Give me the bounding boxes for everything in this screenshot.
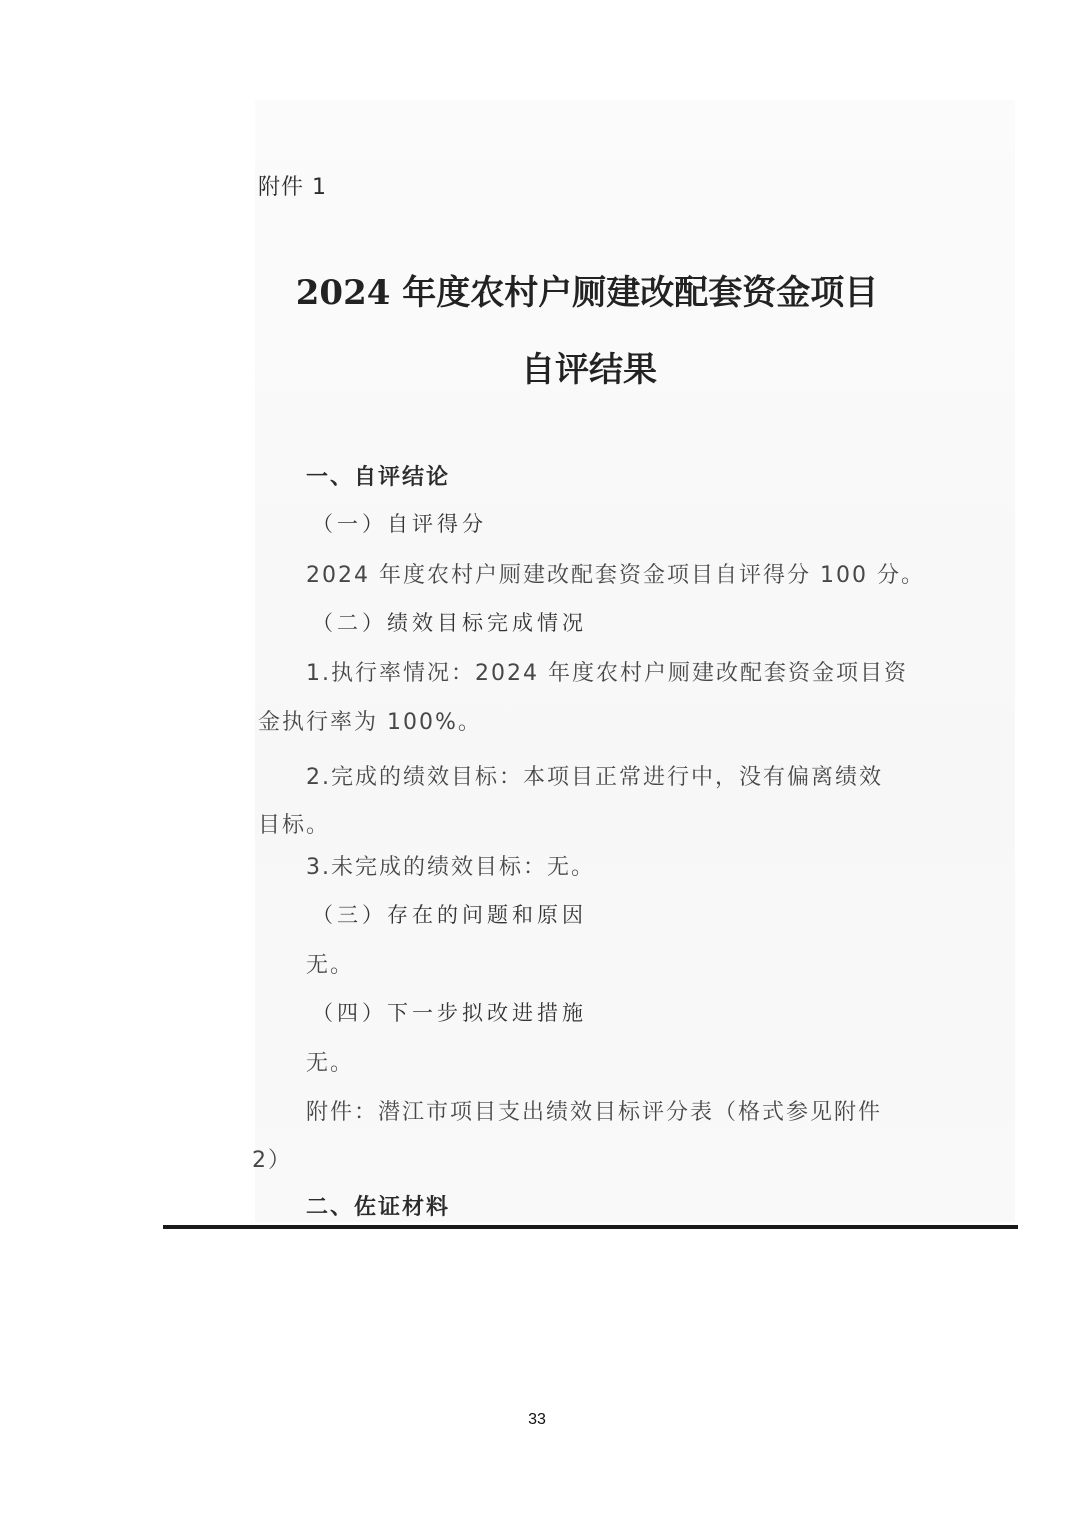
completed-goals-line1: 2.完成的绩效目标：本项目正常进行中，没有偏离绩效 xyxy=(306,765,883,790)
completed-goals-line2: 目标。 xyxy=(258,813,331,838)
improvements-text: 无。 xyxy=(306,1051,355,1076)
subsection1-heading: （一）自评得分 xyxy=(312,512,487,536)
score-paragraph: 2024 年度农村户厕建改配套资金项目自评得分 100 分。 xyxy=(306,563,925,588)
document-title-line2: 自评结果 xyxy=(521,350,657,390)
scan-bottom-rule xyxy=(163,1225,1018,1229)
page-number: 33 xyxy=(528,1411,546,1428)
section2-heading: 二、佐证材料 xyxy=(306,1195,451,1220)
attachment-label: 附件 1 xyxy=(258,175,327,200)
execution-rate-line2: 金执行率为 100%。 xyxy=(258,710,482,735)
execution-rate-line1: 1.执行率情况：2024 年度农村户厕建改配套资金项目资 xyxy=(306,661,908,686)
document-title-line1: 2024 年度农村户厕建改配套资金项目 xyxy=(295,273,879,313)
subsection2-heading: （二）绩效目标完成情况 xyxy=(312,611,587,635)
section1-heading: 一、自评结论 xyxy=(306,465,451,490)
attachment-note-line1: 附件：潜江市项目支出绩效目标评分表（格式参见附件 xyxy=(306,1100,883,1125)
subsection4-heading: （四）下一步拟改进措施 xyxy=(312,1001,587,1025)
uncompleted-goals: 3.未完成的绩效目标：无。 xyxy=(306,855,595,880)
subsection3-heading: （三）存在的问题和原因 xyxy=(312,903,587,927)
problems-text: 无。 xyxy=(306,953,355,978)
attachment-note-line2: 2） xyxy=(252,1148,292,1173)
